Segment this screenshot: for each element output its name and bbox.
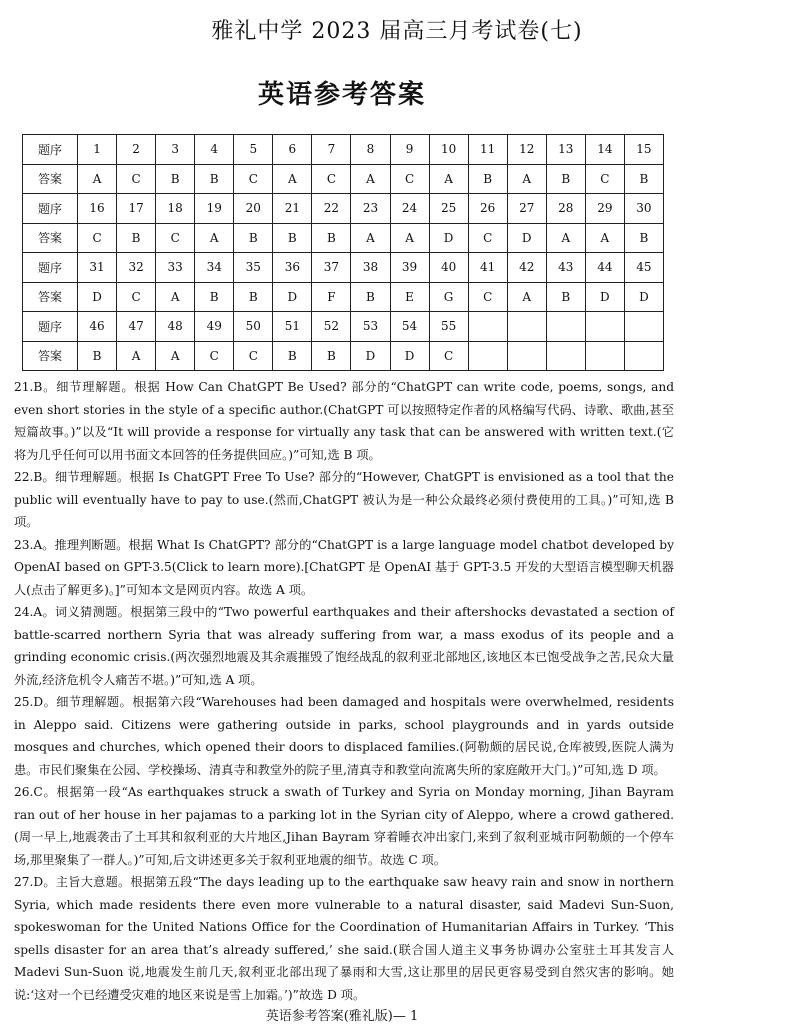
question-number-cell: 36 (273, 253, 312, 283)
answer-cell: A (429, 164, 468, 194)
question-number-cell: 41 (468, 253, 507, 283)
answer-cell: B (234, 282, 273, 312)
explanation-item: 27.D。主旨大意题。根据第五段“The days leading up to the earthquake saw heavy rain and snow in northern Syria, which made residents there even more vulnerable to a natural disaster, said Madevi Sun-Suon, spokeswoman for the United Nations Office for the Coordination of Humanitarian Affairs in Turkey. ‘This spells disaster for an area that’s already suffered,’ she said.(联合国人道主义事务协调办公室驻土耳其发言人 Madevi Sun-Suon 说,地震发生前几天,叙利亚北部出现了暴雨和大雪,这让那里的居民更容易受到自然灾害的影响。她说:‘这对一个已经遭受灾难的地区来说是雪上加霜。’)”故选 D 项。 (14, 875, 674, 1002)
question-number-cell: 6 (273, 135, 312, 165)
answer-cell: D (585, 282, 624, 312)
question-number-cell: 25 (429, 194, 468, 224)
answer-table-row (23, 135, 664, 165)
question-number-cell: 12 (507, 135, 546, 165)
question-number-cell: 51 (273, 312, 312, 342)
question-number-cell: 38 (351, 253, 390, 283)
question-number-cell: 1 (78, 135, 117, 165)
answer-cell: A (390, 223, 429, 253)
question-number-cell: 8 (351, 135, 390, 165)
answer-cell: B (195, 164, 234, 194)
question-number-cell: 10 (429, 135, 468, 165)
question-number-cell (468, 312, 507, 342)
question-number-cell: 42 (507, 253, 546, 283)
question-number-cell: 33 (156, 253, 195, 283)
answer-cell: C (585, 164, 624, 194)
question-number-cell: 48 (156, 312, 195, 342)
answer-cell: A (351, 164, 390, 194)
answer-cell: B (624, 223, 663, 253)
page-footer: 英语参考答案(雅礼版)— 1 (265, 1009, 419, 1024)
question-number-cell: 16 (78, 194, 117, 224)
question-number-cell: 18 (156, 194, 195, 224)
question-number-cell: 13 (546, 135, 585, 165)
answer-cell: A (273, 164, 312, 194)
row-label: 答案 (23, 223, 78, 253)
answer-cell: A (117, 341, 156, 371)
question-number-cell: 44 (585, 253, 624, 283)
answer-cell: C (390, 164, 429, 194)
answer-cell: B (195, 282, 234, 312)
answer-key-title: 英语参考答案 (257, 80, 426, 110)
question-number-cell: 28 (546, 194, 585, 224)
question-number-cell: 53 (351, 312, 390, 342)
answer-cell: C (156, 223, 195, 253)
answer-cell: B (78, 341, 117, 371)
question-number-cell: 21 (273, 194, 312, 224)
question-number-cell: 29 (585, 194, 624, 224)
answer-cell: C (234, 164, 273, 194)
question-number-cell: 27 (507, 194, 546, 224)
row-label: 答案 (23, 164, 78, 194)
question-number-cell: 31 (78, 253, 117, 283)
answer-table-row (23, 194, 664, 224)
answer-cell: F (312, 282, 351, 312)
question-number-cell: 11 (468, 135, 507, 165)
question-number-cell: 19 (195, 194, 234, 224)
answer-cell (468, 341, 507, 371)
answer-table-row (23, 164, 664, 194)
answer-cell: D (624, 282, 663, 312)
answer-cell: A (507, 282, 546, 312)
answer-cell: C (468, 282, 507, 312)
answer-table (22, 134, 664, 371)
answer-table-row (23, 253, 664, 283)
answer-cell: C (429, 341, 468, 371)
answer-cell: A (156, 282, 195, 312)
answer-cell: A (546, 223, 585, 253)
question-number-cell (585, 312, 624, 342)
row-label: 答案 (23, 341, 78, 371)
question-number-cell: 37 (312, 253, 351, 283)
row-label: 题序 (23, 135, 78, 165)
answer-cell: C (117, 164, 156, 194)
answer-cell: A (195, 223, 234, 253)
question-number-cell: 26 (468, 194, 507, 224)
answer-table-row (23, 341, 664, 371)
answer-cell: A (585, 223, 624, 253)
answer-cell: E (390, 282, 429, 312)
question-number-cell: 3 (156, 135, 195, 165)
answer-cell: A (156, 341, 195, 371)
answer-cell: B (156, 164, 195, 194)
answer-cell (585, 341, 624, 371)
question-number-cell: 46 (78, 312, 117, 342)
question-number-cell: 32 (117, 253, 156, 283)
answer-cell: D (429, 223, 468, 253)
explanation-item: 22.B。细节理解题。根据 Is ChatGPT Free To Use? 部分的“However, ChatGPT is envisioned as a tool that the public will eventually have to pay to use.(然而,ChatGPT 被认为是一种公众最终必须付费使用的工具。)”可知,选 B 项。 (14, 470, 674, 529)
explanation-item: 25.D。细节理解题。根据第六段“Warehouses had been damaged and hospitals were overwhelmed, residents in Aleppo said. Citizens were gathering outside in parks, school playgrounds and in yards outside mosques and churches, which opened their doors to displaced families.(阿勒颇的居民说,仓库被毁,医院人满为患。市民们聚集在公园、学校操场、清真寺和教堂外的院子里,清真寺和教堂向流离失所的家庭敞开大门。)”可知,选 D 项。 (14, 695, 674, 777)
answer-cell: D (273, 282, 312, 312)
answer-cell: B (234, 223, 273, 253)
answer-cell (507, 341, 546, 371)
answer-cell: B (468, 164, 507, 194)
question-number-cell: 30 (624, 194, 663, 224)
question-number-cell: 17 (117, 194, 156, 224)
answer-cell (624, 341, 663, 371)
answer-cell: B (546, 282, 585, 312)
question-number-cell: 39 (390, 253, 429, 283)
answer-cell: C (468, 223, 507, 253)
question-number-cell: 40 (429, 253, 468, 283)
answer-cell: B (546, 164, 585, 194)
explanations (14, 376, 674, 1006)
answer-cell: B (273, 223, 312, 253)
question-number-cell: 35 (234, 253, 273, 283)
question-number-cell: 20 (234, 194, 273, 224)
answer-table-row (23, 282, 664, 312)
answer-cell: C (78, 223, 117, 253)
answer-cell: B (312, 223, 351, 253)
question-number-cell (507, 312, 546, 342)
answer-cell: D (390, 341, 429, 371)
question-number-cell: 22 (312, 194, 351, 224)
row-label: 题序 (23, 312, 78, 342)
answer-cell: C (117, 282, 156, 312)
question-number-cell: 55 (429, 312, 468, 342)
question-number-cell: 45 (624, 253, 663, 283)
answer-cell (546, 341, 585, 371)
answer-cell: G (429, 282, 468, 312)
explanation-item: 24.A。词义猜测题。根据第三段中的“Two powerful earthquakes and their aftershocks devastated a section of battle-scarred northern Syria that was already suffering from war, a mass exodus of its people and a grinding economic crisis.(两次强烈地震及其余震摧毁了饱经战乱的叙利亚北部地区,该地区本已饱受战争之苦,民众大量外流,经济危机令人痛苦不堪。)”可知,选 A 项。 (14, 605, 674, 687)
question-number-cell: 15 (624, 135, 663, 165)
question-number-cell: 52 (312, 312, 351, 342)
row-label: 题序 (23, 253, 78, 283)
answer-cell: C (234, 341, 273, 371)
question-number-cell (546, 312, 585, 342)
question-number-cell: 49 (195, 312, 234, 342)
explanation-item: 21.B。细节理解题。根据 How Can ChatGPT Be Used? 部分的“ChatGPT can write code, poems, songs, and even short stories in the style of a specific author.(ChatGPT 可以按照特定作者的风格编写代码、诗歌、歌曲,甚至短篇故事。)”以及“It will provide a response for virtually any task that can be answered with written text.(它将为几乎任何可以用书面文本回答的任务提供回应。)”可知,选 B 项。 (14, 380, 674, 462)
answer-cell: B (117, 223, 156, 253)
question-number-cell: 5 (234, 135, 273, 165)
question-number-cell: 50 (234, 312, 273, 342)
answer-cell: D (78, 282, 117, 312)
question-number-cell: 9 (390, 135, 429, 165)
answer-table-row (23, 312, 664, 342)
explanation-item: 23.A。推理判断题。根据 What Is ChatGPT? 部分的“ChatGPT is a large language model chatbot developed by OpenAI based on GPT-3.5(Click to learn more).[ChatGPT 是 OpenAI 基于 GPT-3.5 开发的大型语言模型聊天机器人(点击了解更多)。]”可知本文是网页内容。故选 A 项。 (14, 537, 674, 597)
question-number-cell: 34 (195, 253, 234, 283)
answer-cell: D (351, 341, 390, 371)
question-number-cell: 23 (351, 194, 390, 224)
row-label: 答案 (23, 282, 78, 312)
question-number-cell (624, 312, 663, 342)
answer-cell: A (78, 164, 117, 194)
answer-cell: C (195, 341, 234, 371)
answer-table-row (23, 223, 664, 253)
answer-cell: C (312, 164, 351, 194)
question-number-cell: 14 (585, 135, 624, 165)
question-number-cell: 7 (312, 135, 351, 165)
answer-cell: D (507, 223, 546, 253)
answer-cell: A (351, 223, 390, 253)
question-number-cell: 24 (390, 194, 429, 224)
answer-cell: B (624, 164, 663, 194)
question-number-cell: 47 (117, 312, 156, 342)
question-number-cell: 4 (195, 135, 234, 165)
answer-cell: A (507, 164, 546, 194)
explanation-item: 26.C。根据第一段“As earthquakes struck a swath of Turkey and Syria on Monday morning, Jihan Bayram ran out of her house in her pajamas to a parking lot in the Syrian city of Aleppo, where a crowd gathered.(周一早上,地震袭击了土耳其和叙利亚的大片地区,Jihan Bayram 穿着睡衣冲出家门,来到了叙利亚城市阿勒颇的一个停车场,那里聚集了一群人。)”可知,后文讲述更多关于叙利亚地震的细节。故选 C 项。 (14, 785, 674, 867)
document-title: 雅礼中学 2023 届高三月考试卷(七) (211, 19, 583, 44)
answer-cell: B (312, 341, 351, 371)
question-number-cell: 43 (546, 253, 585, 283)
row-label: 题序 (23, 194, 78, 224)
question-number-cell: 2 (117, 135, 156, 165)
answer-cell: B (351, 282, 390, 312)
answer-cell: B (273, 341, 312, 371)
question-number-cell: 54 (390, 312, 429, 342)
